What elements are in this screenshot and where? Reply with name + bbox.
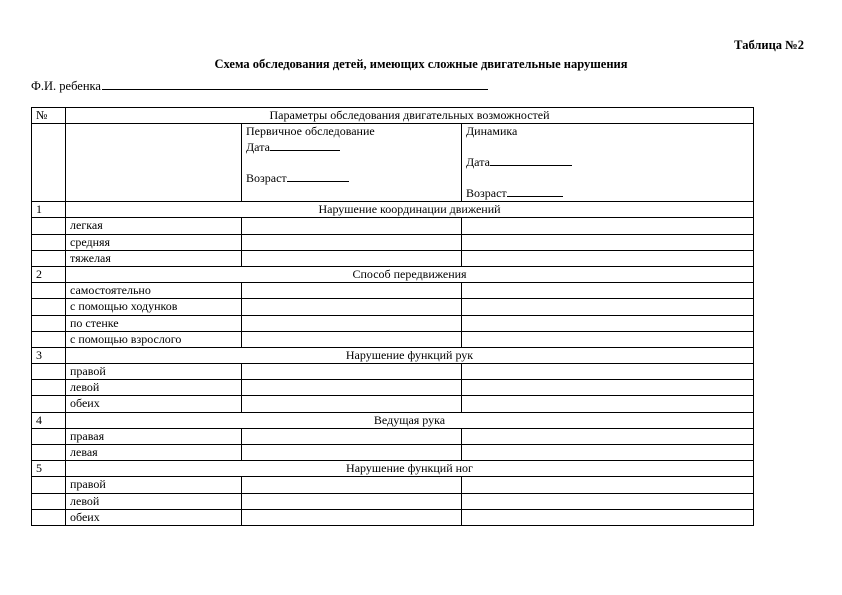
blank-cell (32, 364, 66, 380)
primary-exam-cell[interactable] (242, 364, 462, 380)
blank-cell (32, 331, 66, 347)
blank-cell (32, 396, 66, 412)
dynamics-cell[interactable] (462, 493, 754, 509)
section-title: Способ передвижения (66, 266, 754, 282)
child-name-label: Ф.И. ребенка (31, 79, 101, 93)
parameter-label: самостоятельно (66, 283, 242, 299)
dynamics-cell[interactable] (462, 299, 754, 315)
primary-age-field (246, 170, 457, 186)
primary-date-field (246, 139, 457, 155)
primary-exam-label: Первичное обследование (246, 124, 375, 139)
primary-date-blank[interactable] (270, 139, 340, 151)
section-row (32, 461, 754, 477)
params-header: Параметры обследования двигательных возможностей (66, 108, 754, 124)
section-title: Нарушение функций ног (66, 461, 754, 477)
primary-exam-cell[interactable] (242, 283, 462, 299)
primary-age-label: Возраст (246, 171, 287, 186)
table-row (32, 283, 754, 299)
dynamics-header (462, 124, 754, 202)
table-header-row (32, 108, 754, 124)
table-row (32, 380, 754, 396)
blank-cell (32, 493, 66, 509)
primary-exam-cell[interactable] (242, 315, 462, 331)
dynamics-date-blank[interactable] (490, 154, 572, 166)
blank-cell (32, 445, 66, 461)
dynamics-age-label: Возраст (466, 186, 507, 201)
blank-cell (32, 218, 66, 234)
table-row (32, 218, 754, 234)
table-row (32, 234, 754, 250)
parameter-label: средняя (66, 234, 242, 250)
dynamics-cell[interactable] (462, 250, 754, 266)
dynamics-cell[interactable] (462, 445, 754, 461)
blank-cell (32, 234, 66, 250)
primary-exam-cell[interactable] (242, 493, 462, 509)
primary-exam-cell[interactable] (242, 380, 462, 396)
blank-cell (32, 380, 66, 396)
parameter-label: обеих (66, 396, 242, 412)
examination-table-body (32, 108, 754, 526)
parameter-label: правой (66, 477, 242, 493)
primary-exam-cell[interactable] (242, 250, 462, 266)
dynamics-cell[interactable] (462, 283, 754, 299)
section-row (32, 412, 754, 428)
document-title: Схема обследования детей, имеющих сложные двигательные нарушения (214, 57, 628, 71)
parameter-label: с помощью взрослого (66, 331, 242, 347)
section-title: Нарушение координации движений (66, 202, 754, 218)
dynamics-cell[interactable] (462, 428, 754, 444)
blank-cell (32, 250, 66, 266)
blank-cell (32, 124, 66, 202)
primary-exam-cell[interactable] (242, 331, 462, 347)
primary-exam-cell[interactable] (242, 477, 462, 493)
section-number: 4 (32, 412, 66, 428)
section-row (32, 266, 754, 282)
table-row (32, 396, 754, 412)
table-row (32, 477, 754, 493)
dynamics-label: Динамика (466, 124, 518, 139)
dynamics-cell[interactable] (462, 315, 754, 331)
parameter-label: легкая (66, 218, 242, 234)
dynamics-cell[interactable] (462, 380, 754, 396)
column-number-header: № (32, 108, 66, 124)
section-number: 3 (32, 347, 66, 363)
primary-exam-header (242, 124, 462, 202)
dynamics-cell[interactable] (462, 331, 754, 347)
primary-date-label: Дата (246, 140, 270, 155)
blank-cell (32, 283, 66, 299)
dynamics-date-label: Дата (466, 155, 490, 170)
dynamics-cell[interactable] (462, 396, 754, 412)
child-name-line (31, 78, 488, 94)
dynamics-cell[interactable] (462, 509, 754, 525)
dynamics-cell[interactable] (462, 477, 754, 493)
parameter-label: правой (66, 364, 242, 380)
section-title: Нарушение функций рук (66, 347, 754, 363)
dynamics-cell[interactable] (462, 234, 754, 250)
parameter-label: левой (66, 380, 242, 396)
section-number: 2 (32, 266, 66, 282)
dynamics-cell[interactable] (462, 218, 754, 234)
parameter-label: обеих (66, 509, 242, 525)
table-number: Таблица №2 (734, 38, 804, 52)
examination-table (31, 107, 754, 526)
table-row (32, 493, 754, 509)
primary-exam-cell[interactable] (242, 445, 462, 461)
parameter-label: правая (66, 428, 242, 444)
child-name-blank[interactable] (102, 78, 488, 90)
parameter-label: с помощью ходунков (66, 299, 242, 315)
primary-exam-cell[interactable] (242, 396, 462, 412)
primary-exam-cell[interactable] (242, 299, 462, 315)
dynamics-date-field (466, 154, 749, 170)
table-row (32, 428, 754, 444)
blank-cell (32, 315, 66, 331)
section-title: Ведущая рука (66, 412, 754, 428)
parameter-label: по стенке (66, 315, 242, 331)
primary-exam-cell[interactable] (242, 509, 462, 525)
exam-columns-row (32, 124, 754, 202)
dynamics-cell[interactable] (462, 364, 754, 380)
blank-cell (32, 477, 66, 493)
blank-cell (32, 509, 66, 525)
section-row (32, 347, 754, 363)
table-row (32, 364, 754, 380)
section-number: 5 (32, 461, 66, 477)
parameter-label: левая (66, 445, 242, 461)
primary-exam-cell[interactable] (242, 218, 462, 234)
blank-cell (66, 124, 242, 202)
section-number: 1 (32, 202, 66, 218)
table-row (32, 509, 754, 525)
dynamics-age-field (466, 185, 749, 201)
section-row (32, 202, 754, 218)
blank-cell (32, 299, 66, 315)
parameter-label: тяжелая (66, 250, 242, 266)
table-row (32, 331, 754, 347)
primary-exam-cell[interactable] (242, 234, 462, 250)
table-row (32, 299, 754, 315)
table-row (32, 315, 754, 331)
table-row (32, 250, 754, 266)
parameter-label: левой (66, 493, 242, 509)
primary-exam-cell[interactable] (242, 428, 462, 444)
blank-cell (32, 428, 66, 444)
dynamics-age-blank[interactable] (507, 185, 563, 197)
table-row (32, 445, 754, 461)
primary-age-blank[interactable] (287, 170, 349, 182)
